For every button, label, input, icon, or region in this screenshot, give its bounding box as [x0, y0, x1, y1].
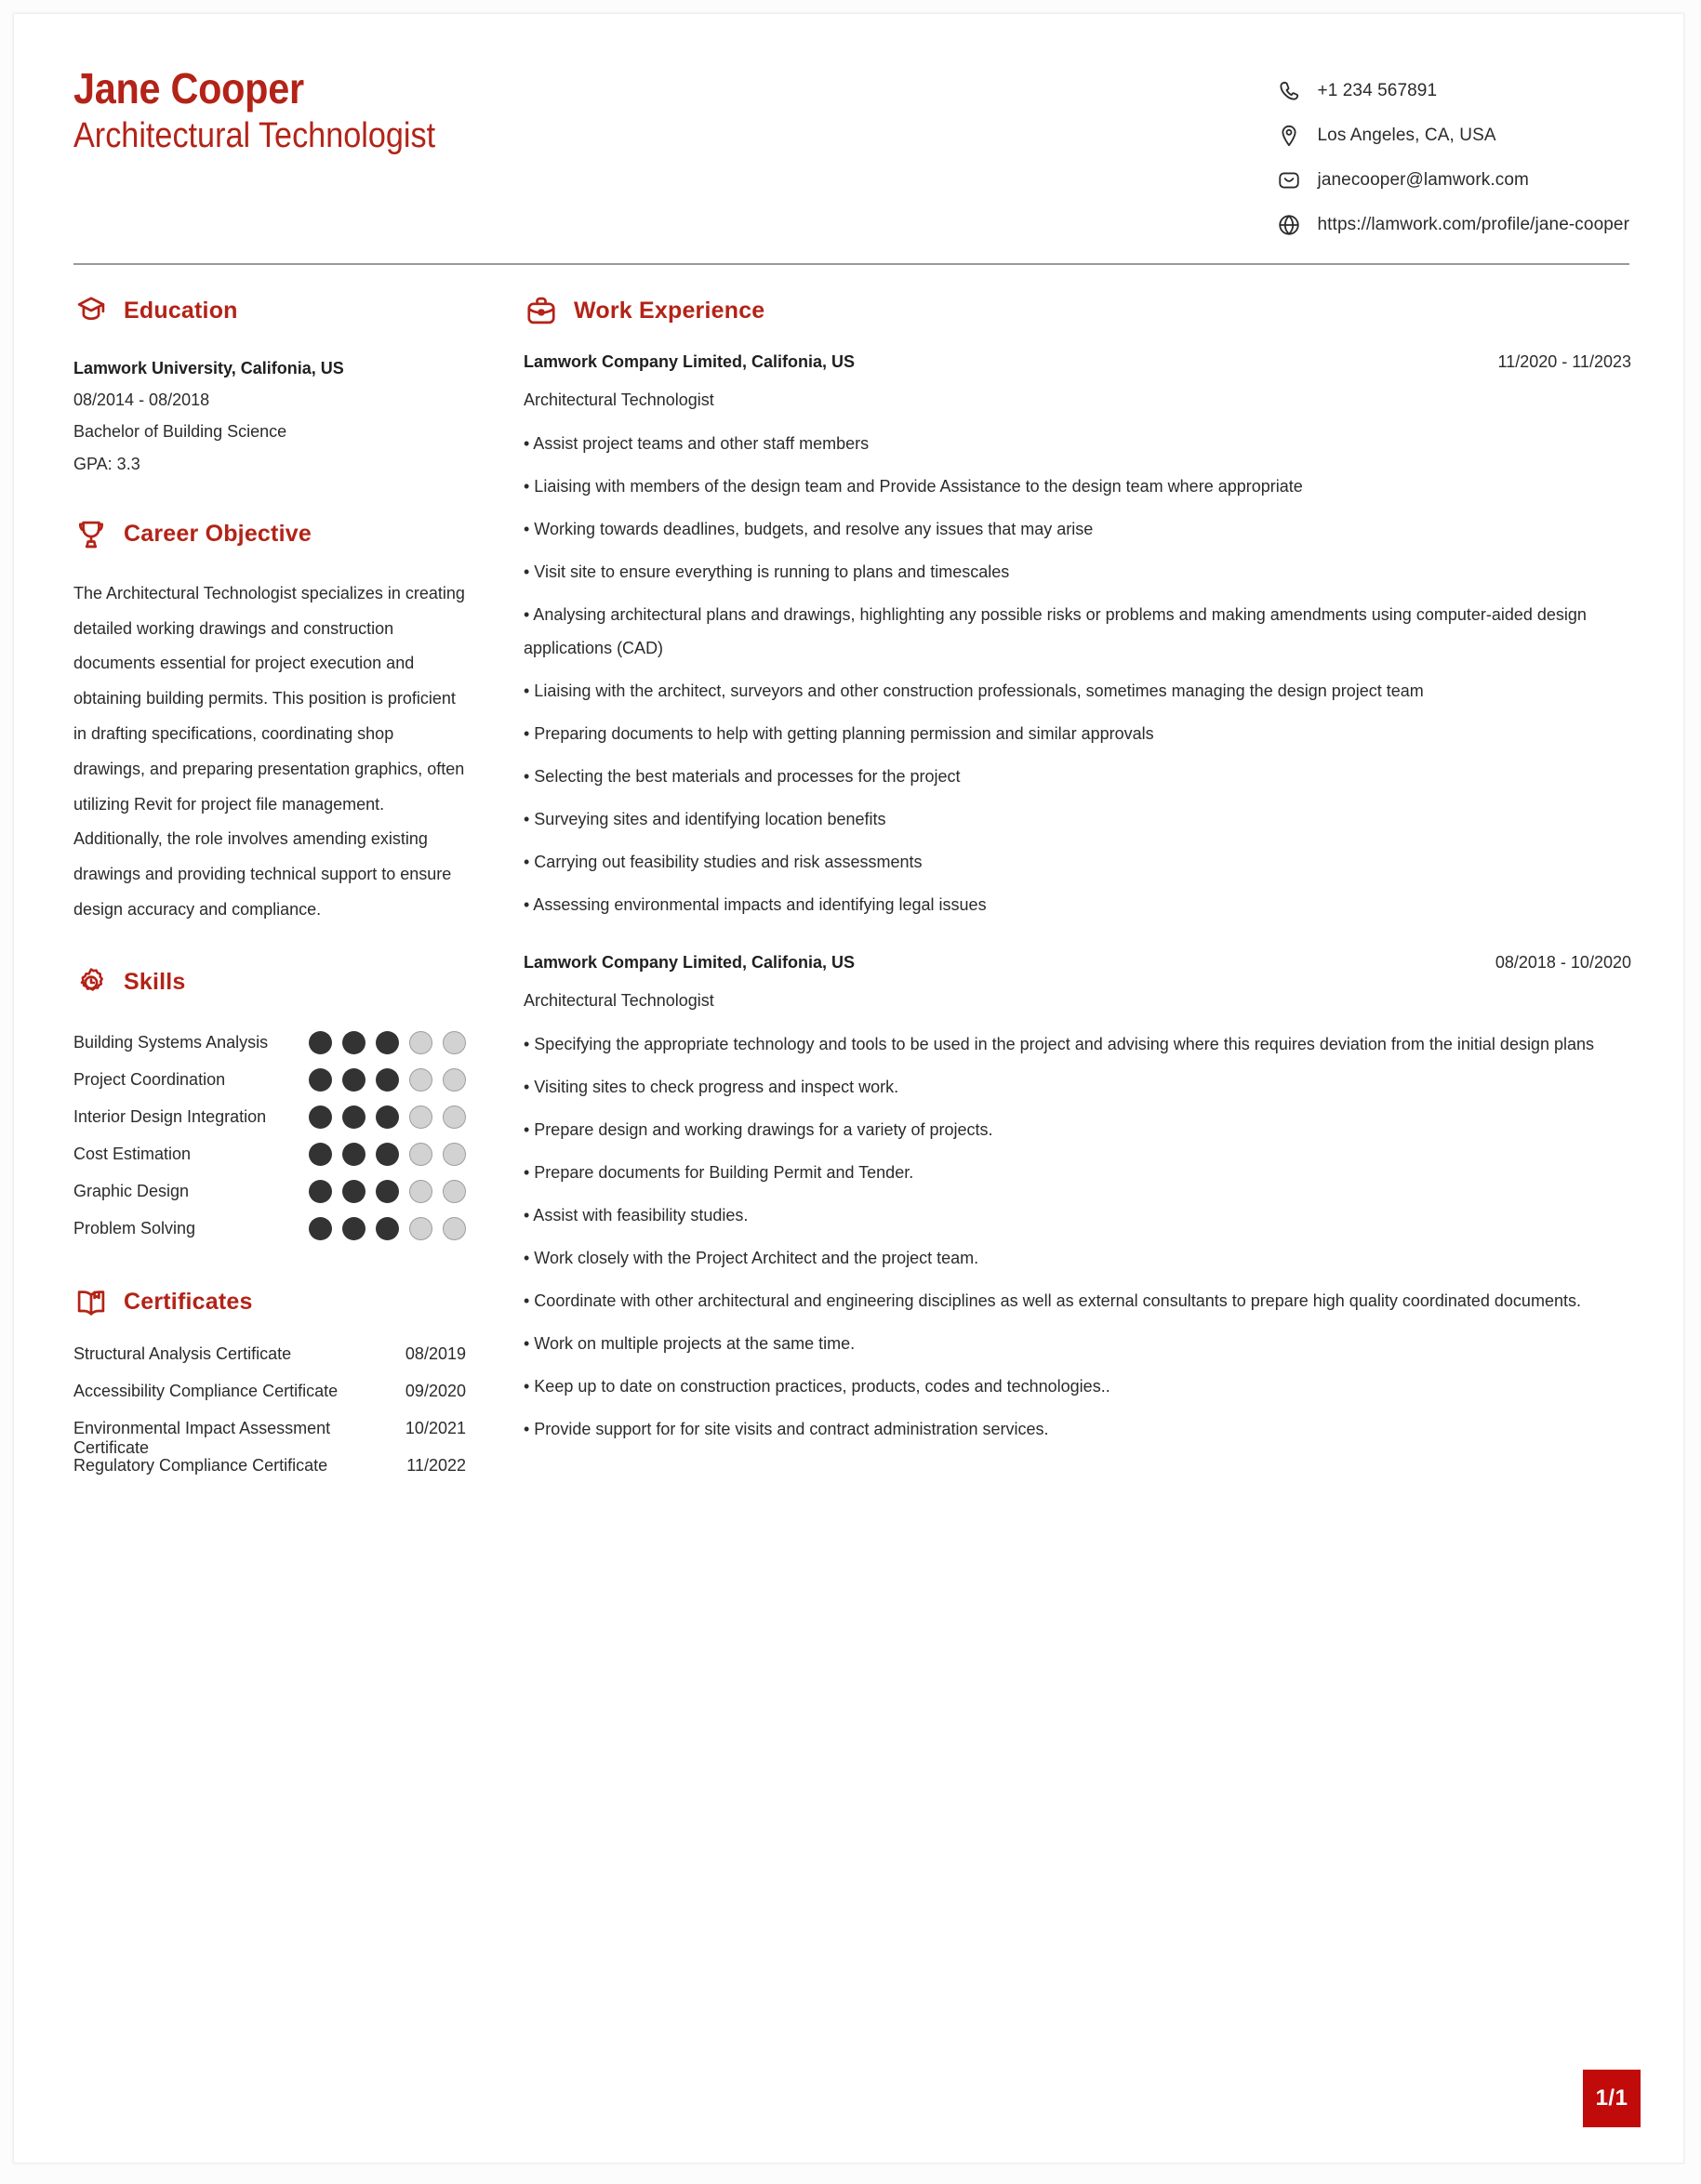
job-bullet-list [524, 1027, 1631, 1446]
job-role: Architectural Technologist [524, 390, 714, 409]
contact-email[interactable] [1275, 166, 1629, 194]
skill-rating [309, 1105, 466, 1129]
email-value: janecooper@lamwork.com [1317, 170, 1529, 190]
job-bullet: • Analysing architectural plans and drawings, highlighting any possible risks or problems and making amendments using computer-aided design applications (CAD) [524, 605, 1587, 657]
job-role: Architectural Technologist [524, 991, 714, 1010]
contact-phone[interactable] [1275, 77, 1629, 105]
job-bullet: • Visiting sites to check progress and inspect work. [524, 1078, 899, 1096]
section-certificates [73, 1285, 466, 1493]
skills-title: Skills [124, 969, 186, 996]
certificate-row [73, 1456, 466, 1493]
skill-dot-filled [342, 1105, 365, 1129]
skill-row [73, 1173, 466, 1211]
education-degree: Bachelor of Building Science [73, 422, 287, 442]
left-column [66, 293, 466, 1493]
skill-dot-empty [443, 1031, 466, 1054]
skill-rating [309, 1143, 466, 1166]
skill-dot-filled [309, 1068, 332, 1092]
section-work-experience [524, 293, 1631, 1446]
contact-list [1275, 66, 1631, 239]
job-organization: Lamwork Company Limited, Califonia, US [524, 352, 856, 371]
skill-dot-filled [309, 1143, 332, 1166]
job-bullet: • Assessing environmental impacts and identifying legal issues [524, 895, 987, 914]
education-title: Education [124, 297, 238, 324]
certificates-list [73, 1344, 466, 1493]
graduation-cap-icon [73, 293, 109, 328]
skill-dot-empty [443, 1143, 466, 1166]
job-bullet: • Liaising with members of the design team and Provide Assistance to the design team where appropriate [524, 477, 1303, 496]
objective-text: The Architectural Technologist specializes in creating detailed working drawings and construction documents essential for project execution and obtaining building permits. This position is proficient in drafting specifications, coordinating shop drawings, and preparing presentation graphics, often utilizing Revit for project file management. Additionally, the role involves amending existing drawings and providing technical support to ensure design accuracy and compliance. [73, 583, 465, 919]
skill-name: Building Systems Analysis [73, 1033, 269, 1052]
skill-dot-filled [309, 1180, 332, 1203]
skill-dot-filled [342, 1180, 365, 1203]
skill-dot-empty [409, 1068, 432, 1092]
skill-dot-empty [443, 1068, 466, 1092]
skill-dot-empty [409, 1105, 432, 1129]
skill-rating [309, 1031, 466, 1054]
certificates-title: Certificates [124, 1289, 253, 1316]
certificate-name: Environmental Impact Assessment Certificate [73, 1418, 331, 1457]
page-number-badge: 1/1 [1583, 2070, 1641, 2127]
job-bullet: • Visit site to ensure everything is running to plans and timescales [524, 563, 1010, 581]
certificate-row [73, 1419, 466, 1456]
skill-dot-empty [409, 1180, 432, 1203]
skill-dot-filled [342, 1217, 365, 1240]
phone-value: +1 234 567891 [1317, 81, 1438, 100]
skill-dot-empty [409, 1143, 432, 1166]
skill-dot-filled [376, 1217, 399, 1240]
right-column [524, 293, 1631, 1455]
skill-rating [309, 1068, 466, 1092]
skill-dot-filled [376, 1031, 399, 1054]
skill-rating [309, 1217, 466, 1240]
page-title: Jane Cooper [73, 64, 304, 113]
job-title-subtitle: Architectural Technologist [73, 115, 436, 155]
education-school: Lamwork University, Califonia, US [73, 359, 344, 377]
job-bullet: • Working towards deadlines, budgets, and resolve any issues that may arise [524, 520, 1094, 538]
job-date-range: 11/2020 - 11/2023 [1497, 352, 1631, 371]
location-value: Los Angeles, CA, USA [1317, 126, 1496, 145]
section-education [73, 293, 466, 480]
location-icon [1275, 122, 1303, 150]
resume-body [66, 265, 1631, 1493]
website-value: https://lamwork.com/profile/jane-cooper [1317, 215, 1629, 234]
contact-website[interactable] [1275, 211, 1629, 239]
job-bullet: • Coordinate with other architectural and engineering disciplines as well as external consultants to prepare high quality coordinated documents. [524, 1291, 1581, 1310]
skill-name: Project Coordination [73, 1070, 226, 1090]
job-bullet: • Keep up to date on construction practices, products, codes and technologies.. [524, 1377, 1110, 1396]
certificate-date: 08/2019 [405, 1343, 466, 1363]
skill-dot-empty [443, 1180, 466, 1203]
skill-dot-filled [342, 1068, 365, 1092]
experience-title: Work Experience [574, 297, 765, 324]
globe-icon [1275, 211, 1303, 239]
job-bullet-list [524, 427, 1631, 921]
certificate-name: Accessibility Compliance Certificate [73, 1381, 339, 1400]
education-gpa: GPA: 3.3 [73, 454, 140, 473]
objective-title: Career Objective [124, 521, 312, 548]
certificates-heading [73, 1285, 466, 1320]
skill-dot-empty [443, 1217, 466, 1240]
experience-heading [524, 293, 1631, 328]
job-date-range: 08/2018 - 10/2020 [1495, 953, 1631, 972]
skill-row [73, 1025, 466, 1062]
phone-icon [1275, 77, 1303, 105]
skill-dot-filled [376, 1105, 399, 1129]
jobs-list [524, 352, 1631, 1446]
job-bullet: • Prepare design and working drawings for a variety of projects. [524, 1120, 993, 1139]
skill-dot-empty [443, 1105, 466, 1129]
skill-row [73, 1136, 466, 1173]
job-bullet: • Liaising with the architect, surveyors and other construction professionals, sometimes managing the design project team [524, 682, 1424, 700]
certificate-date: 10/2021 [405, 1418, 466, 1437]
skill-rating [309, 1180, 466, 1203]
resume-header [66, 53, 1631, 239]
skill-name: Cost Estimation [73, 1145, 192, 1164]
job-bullet: • Carrying out feasibility studies and risk assessments [524, 853, 923, 871]
email-icon [1275, 166, 1303, 194]
identity-block [66, 66, 475, 158]
skill-dot-filled [309, 1217, 332, 1240]
skill-dot-filled [309, 1105, 332, 1129]
skill-dot-filled [342, 1143, 365, 1166]
certificate-date: 11/2022 [406, 1455, 466, 1475]
skill-name: Problem Solving [73, 1219, 196, 1238]
certificate-name: Regulatory Compliance Certificate [73, 1455, 328, 1475]
job-entry [524, 352, 1631, 921]
open-book-icon [73, 1285, 109, 1320]
job-bullet: • Work closely with the Project Architect and the project team. [524, 1249, 979, 1267]
job-organization: Lamwork Company Limited, Califonia, US [524, 953, 856, 972]
skill-dot-empty [409, 1031, 432, 1054]
briefcase-icon [524, 293, 559, 328]
certificate-date: 09/2020 [405, 1381, 466, 1400]
skill-row [73, 1211, 466, 1248]
job-bullet: • Assist project teams and other staff members [524, 434, 870, 453]
skill-dot-empty [409, 1217, 432, 1240]
job-bullet: • Specifying the appropriate technology and tools to be used in the project and advising where this requires deviation from the initial design plans [524, 1035, 1595, 1053]
job-header [524, 352, 1631, 372]
job-bullet: • Work on multiple projects at the same time. [524, 1334, 856, 1353]
job-bullet: • Surveying sites and identifying location benefits [524, 810, 886, 828]
resume-sheet [13, 13, 1684, 2164]
section-skills [73, 965, 466, 1248]
contact-location[interactable] [1275, 122, 1629, 150]
skill-dot-filled [309, 1031, 332, 1054]
section-career-objective [73, 517, 466, 928]
skill-row [73, 1062, 466, 1099]
skill-name: Graphic Design [73, 1182, 190, 1201]
job-bullet: • Assist with feasibility studies. [524, 1206, 749, 1224]
skills-list [73, 1025, 466, 1248]
skill-row [73, 1099, 466, 1136]
gear-clock-icon [73, 965, 109, 1000]
skill-name: Interior Design Integration [73, 1107, 267, 1127]
skill-dot-filled [376, 1180, 399, 1203]
objective-heading [73, 517, 466, 552]
job-bullet: • Provide support for for site visits and contract administration services. [524, 1420, 1049, 1438]
certificate-row [73, 1344, 466, 1382]
skill-dot-filled [376, 1068, 399, 1092]
certificate-row [73, 1382, 466, 1419]
trophy-icon [73, 517, 109, 552]
skill-dot-filled [342, 1031, 365, 1054]
education-heading [73, 293, 466, 328]
job-bullet: • Prepare documents for Building Permit and Tender. [524, 1163, 914, 1182]
job-header [524, 953, 1631, 973]
job-bullet: • Preparing documents to help with getting planning permission and similar approvals [524, 724, 1154, 743]
certificate-name: Structural Analysis Certificate [73, 1343, 292, 1363]
skills-heading [73, 965, 466, 1000]
job-bullet: • Selecting the best materials and processes for the project [524, 767, 961, 786]
education-dates: 08/2014 - 08/2018 [73, 390, 210, 410]
job-entry [524, 953, 1631, 1446]
skill-dot-filled [376, 1143, 399, 1166]
